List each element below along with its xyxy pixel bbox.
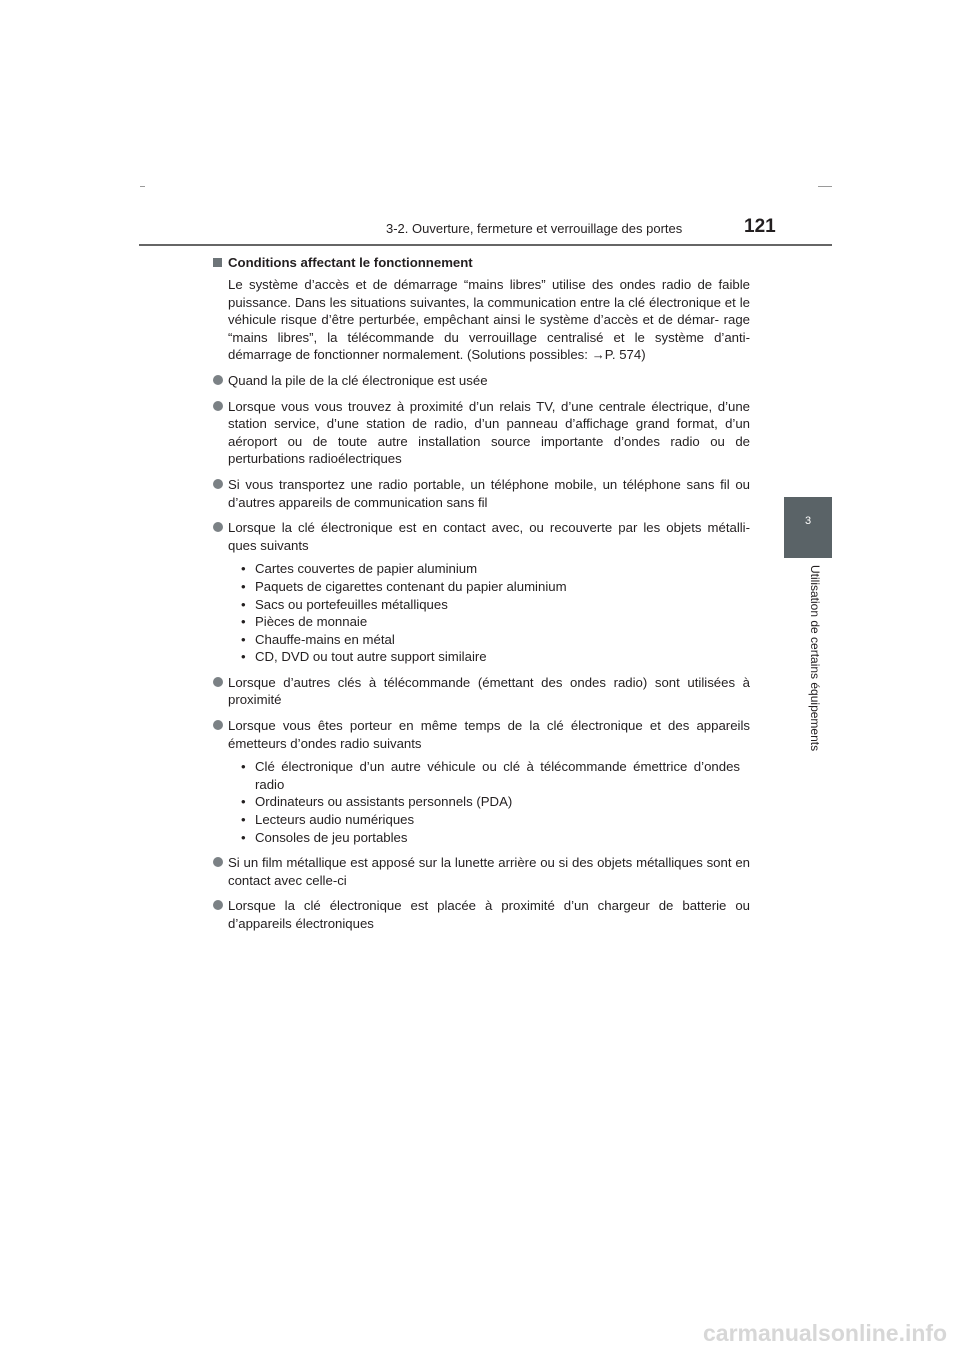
- sub-list-text: Sacs ou portefeuilles métalliques: [255, 596, 448, 612]
- condition-text: Si un film métallique est apposé sur la lunette arrière ou si des objets métalliques sont en contact avec celle-ci: [228, 855, 750, 888]
- chapter-tab[interactable]: [784, 497, 832, 558]
- sub-list: [212, 560, 750, 666]
- round-bullet-icon: [213, 720, 223, 730]
- dot-marker-icon: •: [241, 759, 246, 775]
- condition-text: Quand la pile de la clé électronique est usée: [228, 372, 488, 388]
- sub-list-item: [212, 811, 750, 829]
- sub-list-item: [212, 648, 750, 666]
- section-heading-text: Conditions affectant le fonctionnement: [228, 255, 473, 270]
- section-heading: [212, 254, 750, 272]
- condition-text: Lorsque vous vous trouvez à proximité d’un relais TV, d’une centrale électrique, d’une station service, d’une station de radio, d’un panneau d’affichage grand format, d’un aéroport ou de toute autre installation source importante d’ondes radio ou de perturbations radioélectriques: [228, 398, 750, 467]
- round-bullet-icon: [213, 900, 223, 910]
- crop-mark-left: [140, 186, 145, 187]
- sub-list-item: [212, 631, 750, 649]
- header-rule: [139, 244, 832, 246]
- dot-marker-icon: •: [241, 812, 246, 828]
- dot-marker-icon: •: [241, 794, 246, 810]
- crop-mark-right: [818, 186, 832, 187]
- sub-list-item: [212, 578, 750, 596]
- dot-marker-icon: •: [241, 649, 246, 665]
- sub-list-text: CD, DVD ou tout autre support similaire: [255, 649, 487, 665]
- condition-list: [212, 372, 750, 933]
- intro-paragraph: Le système d’accès et de démarrage “mains libres” utilise des ondes radio de faible puissance. Dans les situations suivantes, la communication entre la clé électronique et le véhicule risque d’être perturbée, empêchant ainsi le système d’accès et de démar- rage “mains libres”, la télécommande du verrouillage centralisé et le système d’anti- démarrage de fonctionner normalement. (Solutions possibles: →P. 574): [228, 277, 750, 363]
- dot-marker-icon: •: [241, 561, 246, 577]
- condition-item: [212, 854, 750, 889]
- condition-text: Si vous transportez une radio portable, un téléphone mobile, un téléphone sans fil ou d’autres appareils de communication sans fil: [228, 476, 750, 510]
- round-bullet-icon: [213, 677, 223, 687]
- page-number: 121: [744, 216, 776, 237]
- dot-marker-icon: •: [241, 614, 246, 630]
- chapter-label: Utilisation de certains équipements: [808, 565, 822, 752]
- running-header: 3-2. Ouverture, fermeture et verrouillage des portes: [386, 221, 683, 236]
- condition-item: [212, 372, 750, 390]
- condition-item: [212, 519, 750, 554]
- round-bullet-icon: [213, 401, 223, 411]
- condition-text: Lorsque la clé électronique est placée à proximité d’un chargeur de batterie ou d’appareils électroniques: [228, 898, 750, 931]
- dot-marker-icon: •: [241, 631, 246, 647]
- round-bullet-icon: [213, 479, 223, 489]
- sub-list-text: Lecteurs audio numériques: [255, 812, 415, 828]
- round-bullet-icon: [213, 857, 223, 867]
- condition-item: [212, 398, 750, 468]
- dot-marker-icon: •: [241, 829, 246, 845]
- round-bullet-icon: [213, 522, 223, 532]
- round-bullet-icon: [213, 375, 223, 385]
- sub-list-item: [212, 758, 750, 793]
- condition-text: Lorsque d’autres clés à télécommande (émettant des ondes radio) sont utilisées à proximité: [228, 674, 750, 708]
- sub-list-item: [212, 560, 750, 578]
- condition-item: [212, 717, 750, 752]
- sub-list-item: [212, 596, 750, 614]
- condition-text: Lorsque vous êtes porteur en même temps de la clé électronique et des appareils émetteurs d’ondes radio suivants: [228, 718, 750, 751]
- sub-list-text: Chauffe-mains en métal: [255, 631, 395, 647]
- dot-marker-icon: •: [241, 578, 246, 594]
- chapter-number: 3: [804, 515, 812, 527]
- sub-list-item: [212, 793, 750, 811]
- sub-list: [212, 758, 750, 846]
- sub-list-item: [212, 829, 750, 847]
- sub-list-text: Pièces de monnaie: [255, 614, 368, 630]
- sub-list-item: [212, 613, 750, 631]
- watermark: carmanualsonline.info: [703, 1320, 948, 1346]
- dot-marker-icon: •: [241, 596, 246, 612]
- page-content: [212, 254, 750, 933]
- sub-list-text: Cartes couvertes de papier aluminium: [255, 561, 478, 577]
- sub-list-text: Paquets de cigarettes contenant du papier aluminium: [255, 578, 567, 594]
- sub-list-text: Clé électronique d’un autre véhicule ou clé à télécommande émettrice d’ondes radio: [255, 759, 740, 792]
- condition-item: [212, 476, 750, 511]
- condition-item: [212, 897, 750, 932]
- condition-text: Lorsque la clé électronique est en contact avec, ou recouverte par les objets métalli- ques suivants: [228, 520, 750, 553]
- condition-item: [212, 674, 750, 709]
- sub-list-text: Consoles de jeu portables: [255, 829, 408, 845]
- square-bullet-icon: [213, 258, 222, 267]
- sub-list-text: Ordinateurs ou assistants personnels (PDA): [255, 794, 513, 810]
